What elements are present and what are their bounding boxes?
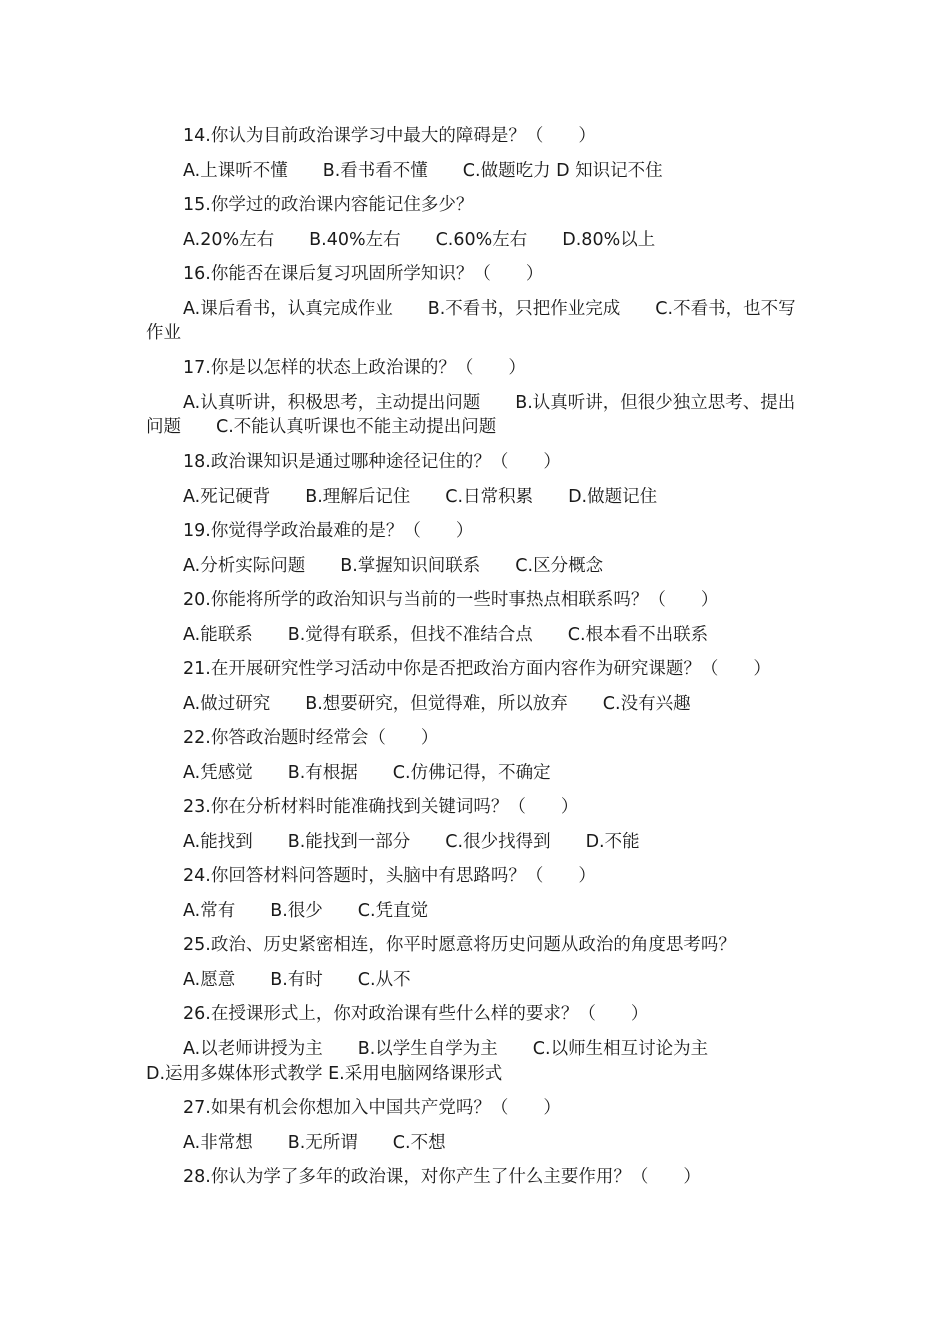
question-20: 20.你能将所学的政治知识与当前的一些时事热点相联系吗？（ ） [183,590,719,610]
question-23: 23.你在分析材料时能准确找到关键词吗？（ ） [183,797,579,817]
options-24: A.常有 B.很少 C.凭直觉 [183,901,429,921]
options-26-line-2: D.运用多媒体形式教学 E.采用电脑网络课形式 [146,1064,503,1084]
options-25: A.愿意 B.有时 C.从不 [183,970,411,990]
options-27: A.非常想 B.无所谓 C.不想 [183,1133,446,1153]
question-16: 16.你能否在课后复习巩固所学知识？（ ） [183,264,544,284]
options-15: A.20%左右 B.40%左右 C.60%左右 D.80%以上 [183,230,656,250]
question-26: 26.在授课形式上，你对政治课有些什么样的要求？（ ） [183,1004,649,1024]
options-26-line-1: A.以老师讲授为主 B.以学生自学为主 C.以师生相互讨论为主 [183,1039,709,1059]
options-18: A.死记硬背 B.理解后记住 C.日常积累 D.做题记住 [183,487,658,507]
options-16: A.课后看书，认真完成作业 B.不看书，只把作业完成 C.不看书，也不写作业 [146,299,796,343]
options-19: A.分析实际问题 B.掌握知识间联系 C.区分概念 [183,556,604,576]
options-23: A.能找到 B.能找到一部分 C.很少找得到 D.不能 [183,832,640,852]
options-20: A.能联系 B.觉得有联系，但找不准结合点 C.根本看不出联系 [183,625,709,645]
question-21: 21.在开展研究性学习活动中你是否把政治方面内容作为研究课题？（ ） [183,659,771,679]
question-22: 22.你答政治题时经常会（ ） [183,728,439,748]
question-14: 14.你认为目前政治课学习中最大的障碍是？（ ） [183,126,596,146]
question-27: 27.如果有机会你想加入中国共产党吗？（ ） [183,1098,561,1118]
question-18: 18.政治课知识是通过哪种途径记住的？（ ） [183,452,561,472]
question-19: 19.你觉得学政治最难的是？（ ） [183,521,474,541]
options-17: A.认真听讲，积极思考，主动提出问题 B.认真听讲，但很少独立思考、提出问题 C.不能认真听课也不能主动提出问题 [146,393,796,437]
question-25: 25.政治、历史紧密相连，你平时愿意将历史问题从政治的角度思考吗？ [183,935,736,955]
question-28: 28.你认为学了多年的政治课，对你产生了什么主要作用？（ ） [183,1167,701,1187]
question-15: 15.你学过的政治课内容能记住多少？ [183,195,474,215]
question-17: 17.你是以怎样的状态上政治课的？（ ） [183,358,526,378]
question-24: 24.你回答材料问答题时，头脑中有思路吗？（ ） [183,866,596,886]
options-21: A.做过研究 B.想要研究，但觉得难，所以放弃 C.没有兴趣 [183,694,691,714]
options-14: A.上课听不懂 B.看书看不懂 C.做题吃力 D 知识记不住 [183,161,663,181]
options-22: A.凭感觉 B.有根据 C.仿佛记得，不确定 [183,763,551,783]
